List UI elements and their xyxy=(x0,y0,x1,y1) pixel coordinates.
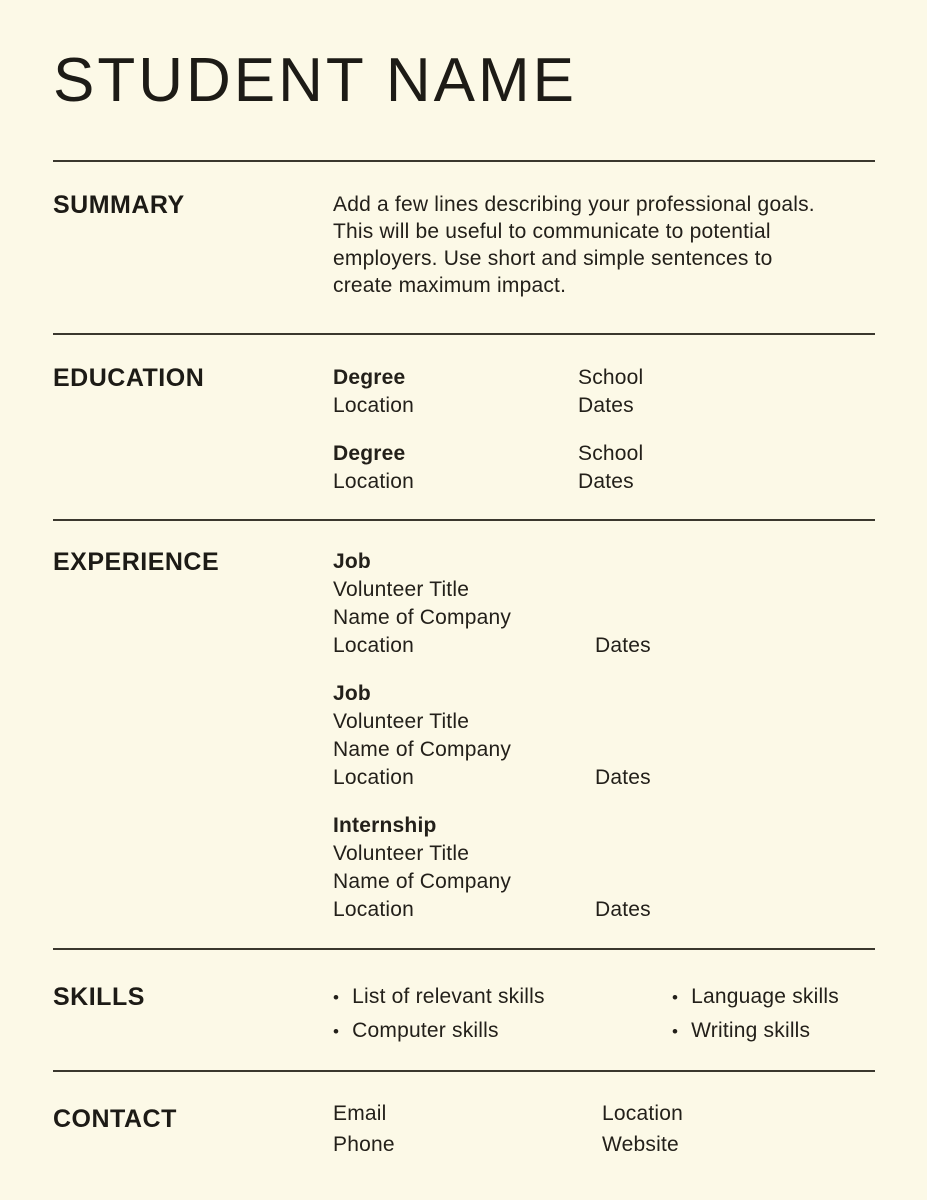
experience-heading: EXPERIENCE xyxy=(53,548,220,576)
dates-label: Dates xyxy=(595,898,651,921)
contact-heading: CONTACT xyxy=(53,1105,177,1133)
section-education xyxy=(53,335,875,519)
education-entry-right xyxy=(578,440,643,496)
contact-column-2 xyxy=(602,1098,683,1160)
skill-label: Writing skills xyxy=(691,1019,811,1042)
dates-label: Dates xyxy=(595,766,651,789)
school-label: School xyxy=(578,366,644,389)
skill-item xyxy=(333,983,672,1012)
dates-label: Dates xyxy=(578,394,634,417)
summary-label-column xyxy=(53,191,333,299)
dates-label: Dates xyxy=(578,470,634,493)
experience-location-row xyxy=(333,632,875,660)
phone-label: Phone xyxy=(333,1133,395,1156)
skills-column-1 xyxy=(333,983,672,1046)
section-contact xyxy=(53,1072,875,1160)
company-label: Name of Company xyxy=(333,870,512,893)
email-label: Email xyxy=(333,1102,387,1125)
skill-label: Computer skills xyxy=(352,1019,499,1042)
experience-entry xyxy=(333,812,875,924)
education-entry-left xyxy=(333,364,578,420)
education-entry-left xyxy=(333,440,578,496)
experience-location-row xyxy=(333,896,875,924)
summary-text: Add a few lines describing your professional goals. This will be useful to communicate to potential employers. Use short and simple sentences to create maximum impact. xyxy=(333,193,815,297)
location-label: Location xyxy=(602,1102,683,1125)
contact-content xyxy=(333,1098,875,1160)
internship-title-label: Internship xyxy=(333,814,437,837)
skill-label: Language skills xyxy=(691,985,839,1008)
education-entry xyxy=(333,364,875,420)
bullet-icon: • xyxy=(672,988,679,1007)
volunteer-title-label: Volunteer Title xyxy=(333,710,470,733)
skill-label: List of relevant skills xyxy=(352,985,545,1008)
degree-label: Degree xyxy=(333,442,406,465)
student-name-title: STUDENT NAME xyxy=(53,46,578,115)
experience-label-column xyxy=(53,548,333,924)
skills-content xyxy=(333,983,875,1046)
location-label: Location xyxy=(333,394,414,417)
school-label: School xyxy=(578,442,644,465)
company-label: Name of Company xyxy=(333,738,512,761)
volunteer-title-label: Volunteer Title xyxy=(333,578,470,601)
skills-columns xyxy=(333,983,875,1046)
job-title-label: Job xyxy=(333,682,371,705)
skill-item xyxy=(672,1017,839,1046)
education-heading: EDUCATION xyxy=(53,364,205,392)
contact-label-column xyxy=(53,1098,333,1160)
dates-label: Dates xyxy=(595,634,651,657)
skills-heading: SKILLS xyxy=(53,983,145,1011)
location-label: Location xyxy=(333,634,414,657)
location-label: Location xyxy=(333,470,414,493)
bullet-icon: • xyxy=(333,988,340,1007)
education-entry-right xyxy=(578,364,643,420)
experience-entry xyxy=(333,680,875,792)
education-label-column xyxy=(53,364,333,496)
degree-label: Degree xyxy=(333,366,406,389)
skill-item xyxy=(672,983,839,1012)
volunteer-title-label: Volunteer Title xyxy=(333,842,470,865)
education-entry xyxy=(333,440,875,496)
company-label: Name of Company xyxy=(333,606,512,629)
location-label: Location xyxy=(333,898,414,921)
section-experience xyxy=(53,521,875,948)
summary-content xyxy=(333,191,875,299)
contact-columns xyxy=(333,1098,875,1160)
website-label: Website xyxy=(602,1133,679,1156)
section-skills xyxy=(53,950,875,1070)
contact-column-1 xyxy=(333,1098,602,1160)
skill-item xyxy=(333,1017,672,1046)
experience-content xyxy=(333,548,875,924)
experience-location-row xyxy=(333,764,875,792)
location-label: Location xyxy=(333,766,414,789)
skills-column-2 xyxy=(672,983,839,1046)
job-title-label: Job xyxy=(333,550,371,573)
education-content xyxy=(333,364,875,496)
bullet-icon: • xyxy=(333,1022,340,1041)
experience-entry xyxy=(333,548,875,660)
skills-label-column xyxy=(53,983,333,1046)
summary-heading: SUMMARY xyxy=(53,191,185,219)
section-summary xyxy=(53,162,875,333)
bullet-icon: • xyxy=(672,1022,679,1041)
